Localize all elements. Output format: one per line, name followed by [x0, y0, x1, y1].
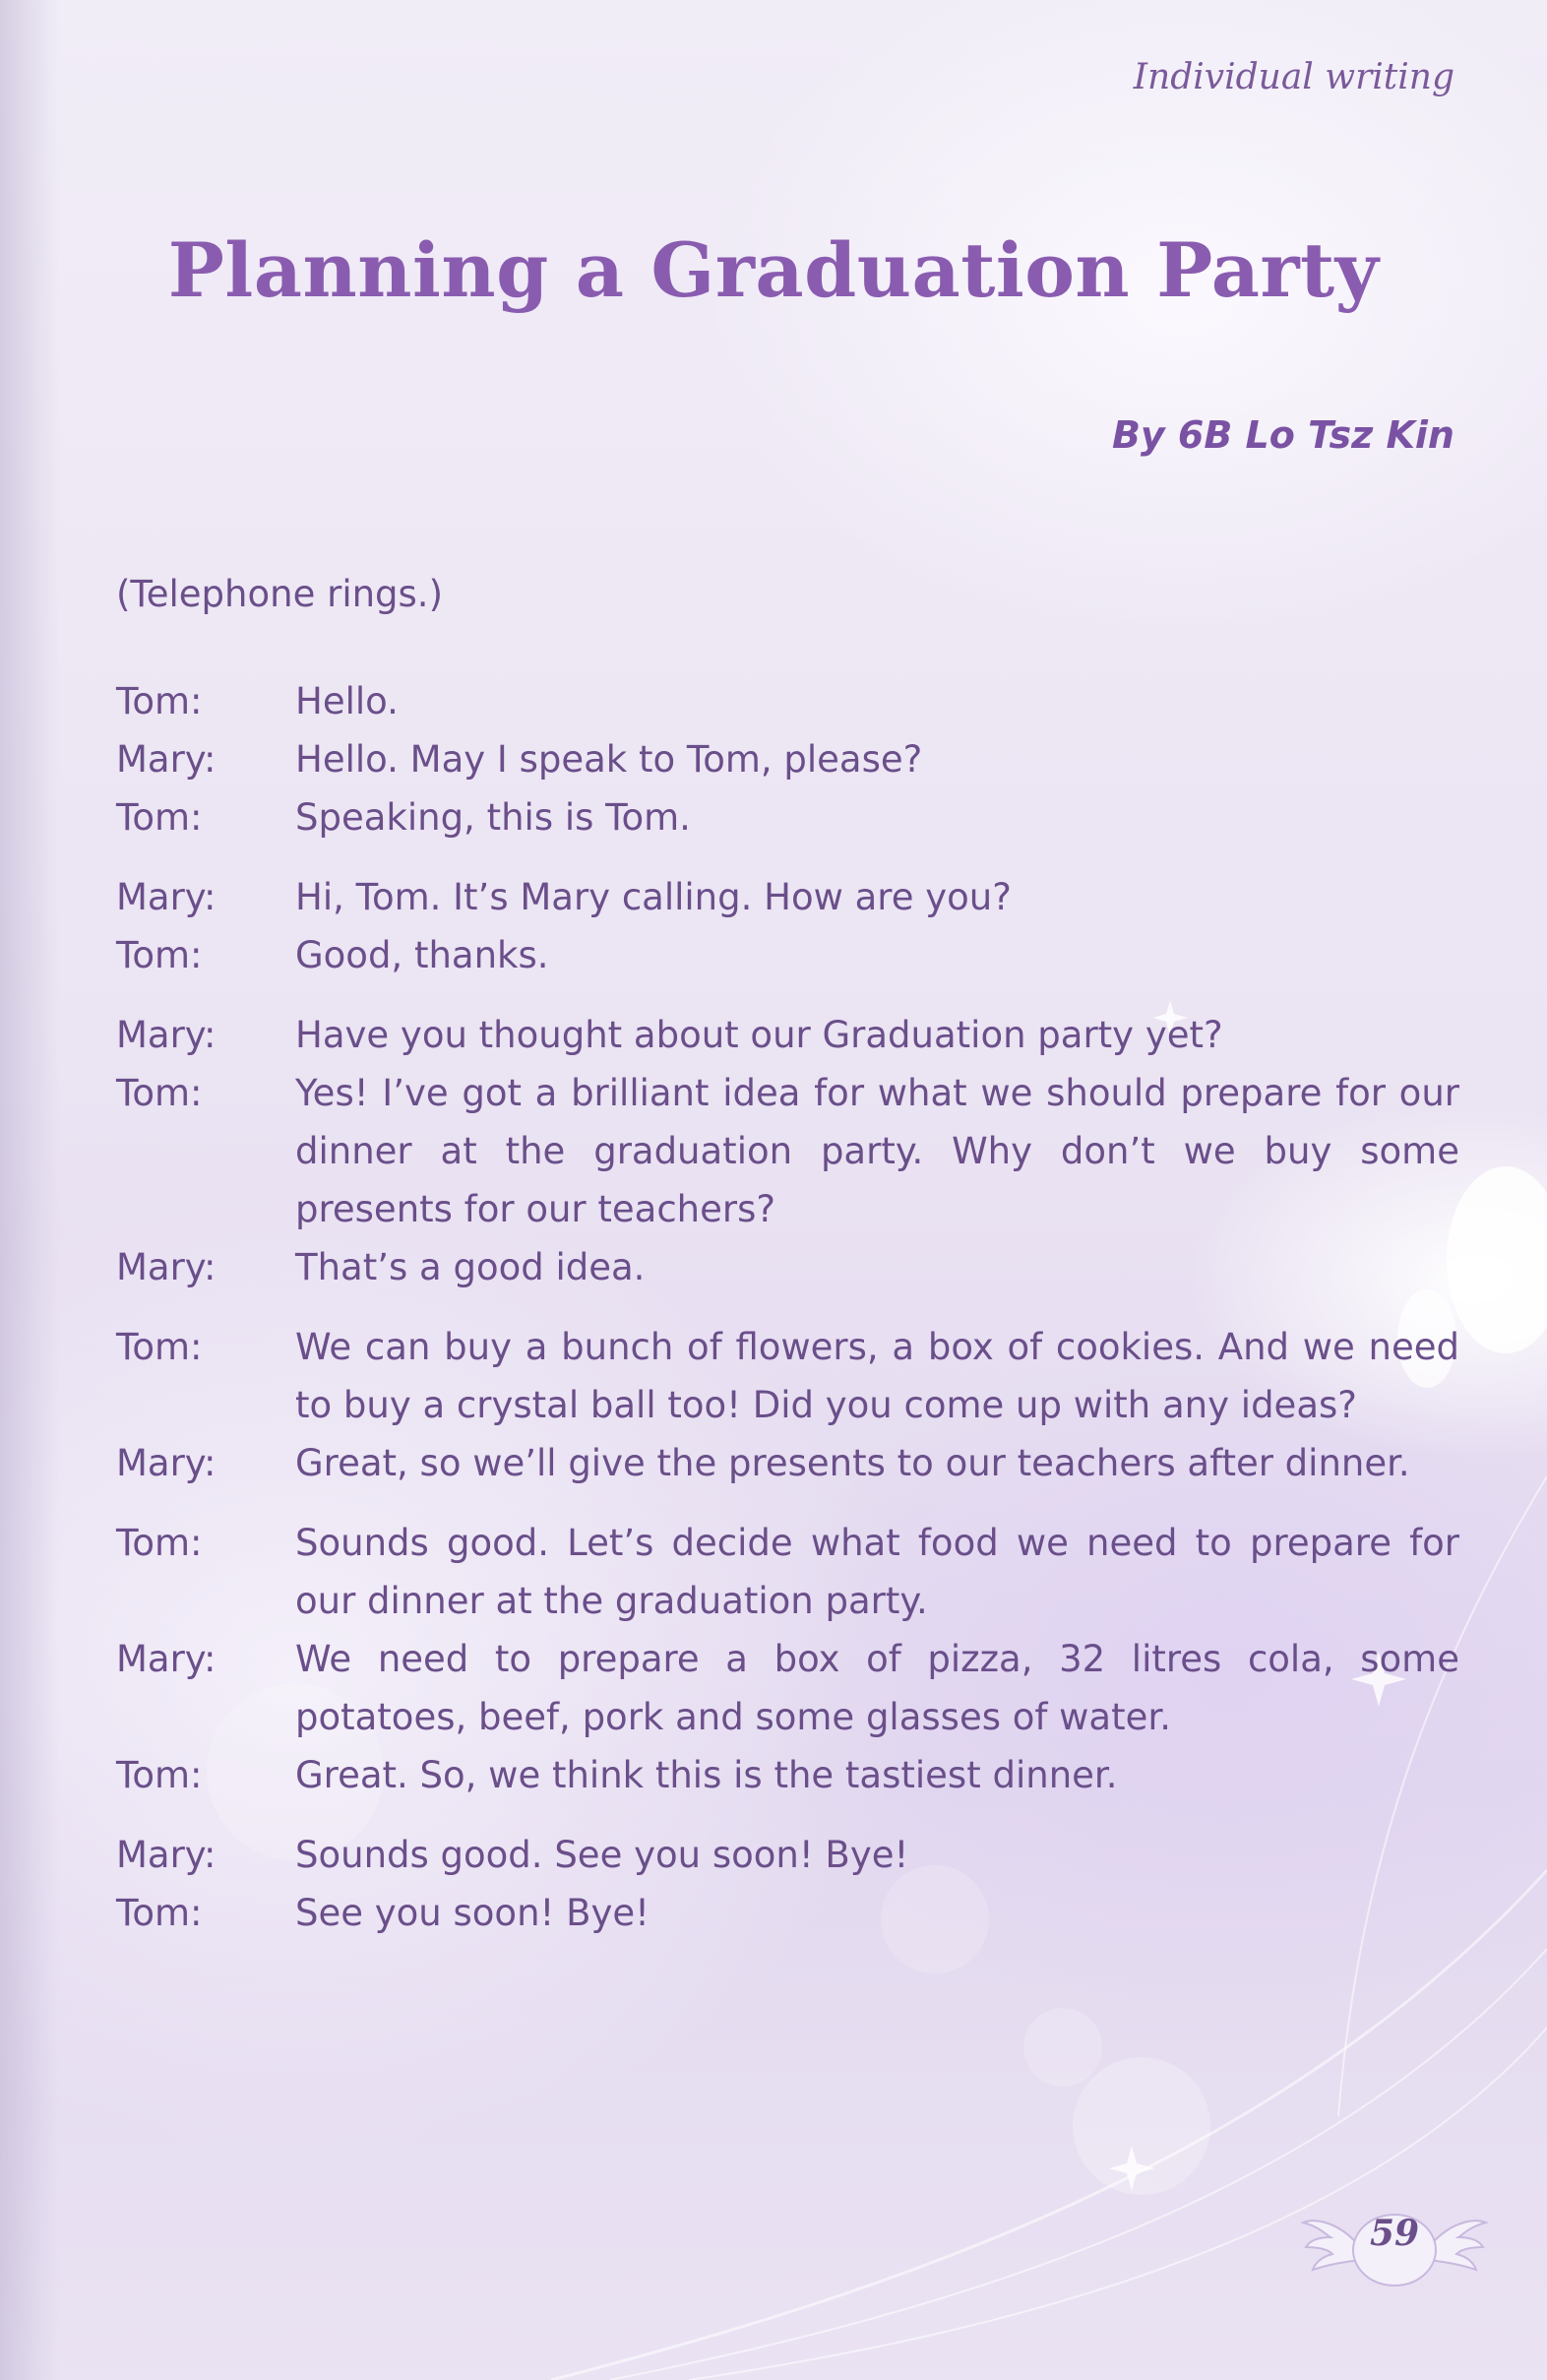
dialogue-line: [116, 1064, 1459, 1238]
speech-text: Good, thanks.: [295, 934, 549, 976]
dialogue-line: [116, 1746, 1459, 1804]
dialogue-line: [116, 1884, 1459, 1942]
speech-text: Hello. May I speak to Tom, please?: [295, 738, 923, 781]
stage-direction: (Telephone rings.): [116, 573, 444, 615]
speaker-name: Tom:: [116, 1522, 203, 1564]
speaker-name: Tom:: [116, 1754, 203, 1796]
dialogue-line: [116, 1826, 1459, 1884]
section-label: Individual writing: [1133, 57, 1454, 97]
speaker-name: Tom:: [116, 680, 203, 722]
dialogue-line: [116, 1006, 1459, 1064]
dialogue: [116, 672, 1459, 1942]
speaker-name: Mary:: [116, 1834, 217, 1876]
speech-text: We need to prepare a box of pizza, 32 litres cola, some potatoes, beef, pork and some glasses of water.: [295, 1638, 1459, 1738]
speech-text: Have you thought about our Graduation party yet?: [295, 1014, 1223, 1056]
article-title: Planning a Graduation Party: [167, 226, 1380, 314]
byline: By 6B Lo Tsz Kin: [1111, 413, 1454, 457]
speech-text: Hi, Tom. It’s Mary calling. How are you?: [295, 876, 1012, 918]
speaker-name: Tom:: [116, 1072, 203, 1114]
swirl-line: [551, 1870, 1547, 2380]
dialogue-line: [116, 926, 1459, 984]
speech-text: Yes! I’ve got a brilliant idea for what we should prepare for our dinner at the graduation party. Why don’t we buy some presents for our teachers?: [295, 1072, 1459, 1230]
dialogue-line: [116, 672, 1459, 730]
speaker-name: Mary:: [116, 876, 217, 918]
speech-text: See you soon! Bye!: [295, 1892, 650, 1934]
speech-text: Great. So, we think this is the tastiest dinner.: [295, 1754, 1118, 1796]
speaker-name: Mary:: [116, 1246, 217, 1288]
dialogue-line: [116, 1630, 1459, 1746]
speech-text: We can buy a bunch of flowers, a box of cookies. And we need to buy a crystal ball too! Did you come up with any ideas?: [295, 1326, 1459, 1426]
speech-text: Hello.: [295, 680, 399, 722]
speaker-name: Mary:: [116, 738, 217, 781]
speech-text: Sounds good. Let’s decide what food we need to prepare for our dinner at the graduation party.: [295, 1522, 1459, 1622]
page-number: 59: [1369, 2213, 1420, 2254]
speaker-name: Tom:: [116, 1326, 203, 1368]
light-bubble: [1023, 2008, 1102, 2087]
speaker-name: Mary:: [116, 1014, 217, 1056]
dialogue-line: [116, 788, 1459, 846]
speaker-name: Tom:: [116, 1892, 203, 1934]
light-bubble: [1447, 1166, 1547, 1353]
dialogue-line: [116, 1238, 1459, 1296]
speaker-name: Tom:: [116, 796, 203, 839]
speech-text: Sounds good. See you soon! Bye!: [295, 1834, 909, 1876]
speech-text: Great, so we’ll give the presents to our teachers after dinner.: [295, 1442, 1410, 1484]
dialogue-line: [116, 1318, 1459, 1434]
dialogue-line: [116, 1434, 1459, 1492]
speaker-name: Tom:: [116, 934, 203, 976]
speech-text: That’s a good idea.: [295, 1246, 646, 1288]
dialogue-line: [116, 1514, 1459, 1630]
dialogue-line: [116, 868, 1459, 926]
dialogue-line: [116, 730, 1459, 788]
speech-text: Speaking, this is Tom.: [295, 796, 691, 839]
speaker-name: Mary:: [116, 1638, 217, 1680]
speaker-name: Mary:: [116, 1442, 217, 1484]
light-bubble: [1073, 2057, 1210, 2195]
